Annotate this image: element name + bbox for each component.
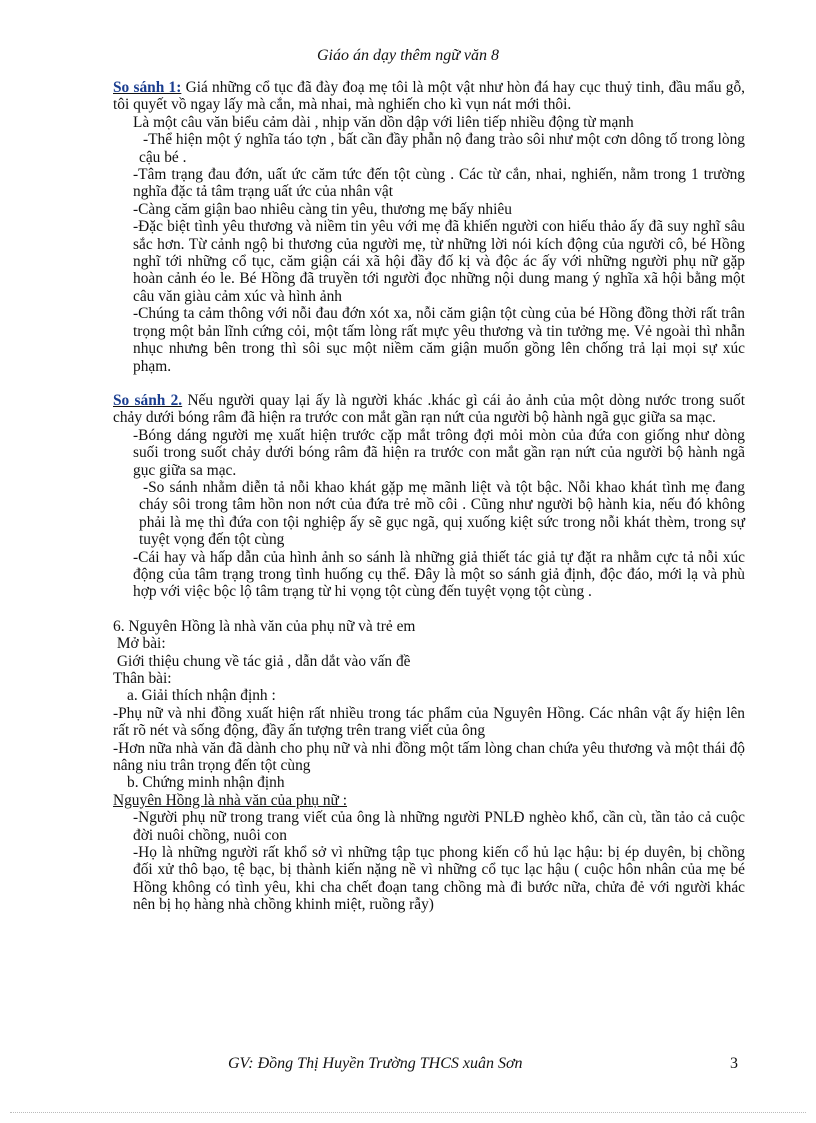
section2-intro: So sánh 2. Nếu người quay lại ấy là người khác .khác gì cái ảo ảnh của một dòng nước trong suốt chảy dưới bóng râm đã hiện ra trước con mắt gần rạn nứt của người bộ hành ngã gục giữa sa mạc. [113,391,745,427]
subheading-a: a. Giải thích nhận định : [127,687,276,705]
section6-title: 6. Nguyên Hồng là nhà văn của phụ nữ và trẻ em [113,617,416,635]
section1-bullet: -Thể hiện một ý nghĩa táo tợn , bất cần đầy phẫn nộ đang trào sôi như một cơn dông tố trong lòng cậu bé . [139,131,745,166]
section1-bullet: -Chúng ta cảm thông với nỗi đau đớn xót xa, nỗi căm giận tột cùng của bé Hồng đồng thời rất trân trọng một bản lĩnh cứng cỏi, một tấm lòng rất mực yêu thương và tin tưởng mẹ. Vẻ ngoài thì nhẫn nhục nhưng bên trong thì sôi sục một niềm căm giận muốn gồng lên chống trả lại mọi sự xúc phạm. [133,305,745,375]
section2-bullet: -Bóng dáng người mẹ xuất hiện trước cặp mắt trông đợi mỏi mòn của đứa con giống như dòng suối trong suốt chảy dưới bóng râm đã hiện ra trước con mắt gần rạn nứt của người bộ hành ngã gục giữa sa mạc. [133,426,745,479]
section1-intro: So sánh 1: Giá những cổ tục đã đày đoạ mẹ tôi là một vật như hòn đá hay cục thuỷ tinh, đầu mẩu gỗ, tôi quyết vồ ngay lấy mà cắn, mà nhai, mà nghiến cho kì vụn nát mới thôi. [113,79,745,114]
mo-bai-text: Giới thiệu chung về tác giả , dẫn dắt vào vấn đề [116,652,411,670]
section1-bullet: -Tâm trạng đau đớn, uất ức căm tức đến tột cùng . Các từ cắn, nhai, nghiến, nằm trong 1 trường nghĩa đặc tả tâm trạng uất ức của nhân vật [133,166,745,201]
section1-bullet: -Đặc biệt tình yêu thương và niềm tin yêu với mẹ đã khiến người con hiếu thảo ấy đã suy nghĩ sâu sắc hơn. Từ cảnh ngộ bi thương của người mẹ, từ những lời nói kích động của người cô, bé Hồng nghĩ tới những cổ tục, căm giận cái xã hội đầy đố kị và độc ác ấy với những người phụ nữ gặp hoàn cảnh éo le. Bé Hồng đã truyền tới người đọc những nội dung mang ý nghĩa xã hội bằng một câu văn giàu cảm xúc và hình ảnh [133,218,745,305]
subheading-b: b. Chứng minh nhận định [127,774,285,792]
section1-bullet: -Càng căm giận bao nhiêu càng tin yêu, thương mẹ bấy nhiêu [133,200,512,218]
section1-lead: Là một câu văn biểu cảm dài , nhịp văn dồn dập với liên tiếp nhiều động từ mạnh [133,113,634,131]
mo-bai-heading: Mở bài: [116,635,166,653]
a-item: -Hơn nữa nhà văn đã dành cho phụ nữ và nhi đồng một tấm lòng chan chứa yêu thương và một thái độ nâng niu trân trọng đến tột cùng [113,739,745,775]
section1-label: So sánh 1: [113,79,182,96]
b-subheading: Nguyên Hồng là nhà văn của phụ nữ : [113,791,348,809]
b-item: -Người phụ nữ trong trang viết của ông là những người PNLĐ nghèo khổ, cần cù, tần tảo cả cuộc đời nuôi chồng, nuôi con [133,809,745,844]
page-number: 3 [730,1055,738,1072]
page-header: Giáo án dạy thêm ngữ văn 8 [316,47,500,64]
than-bai-heading: Thân bài: [113,670,172,687]
document-body [113,79,745,914]
section2-bullet: -Cái hay và hấp dẫn của hình ảnh so sánh là những giả thiết tác giả tự đặt ra nhằm cực tả nỗi xúc động của tâm trạng trong tình huống cụ thể. Đây là một so sánh giả định, độc đáo, mới lạ và phù hợp với việc bộc lộ tâm trạng từ hi vọng tột cùng đến tuyệt vọng tột cùng . [133,548,745,601]
section2-bullet: -So sánh nhằm diễn tả nỗi khao khát gặp mẹ mãnh liệt và tột bậc. Nỗi khao khát tình mẹ đang cháy sôi trong tâm hồn non nớt của đứa trẻ mồ côi . Cũng như người bộ hành kia, nếu đó không phải là mẹ thì đứa con tội nghiệp ấy sẽ gục ngã, quị xuống kiệt sức trong nỗi khát thèm, trong sự tuyệt vọng đến tột cùng [139,478,745,549]
b-item: -Họ là những người rất khổ sở vì những tập tục phong kiến cổ hủ lạc hậu: bị ép duyên, bị chồng đối xử thô bạo, tệ bạc, bị thành kiến nặng nề vì những cổ tục lạc hậu ( cuộc hôn nhân của mẹ bé Hồng không có tình yêu, khi cha chết đoạn tang chồng mà đi bước nữa, chửa đẻ với người khác nên bị họ hàng nhà chồng khinh miệt, ruồng rẫy) [133,844,745,914]
section2-label: So sánh 2. [113,391,183,409]
footer-text: GV: Đồng Thị Huyền Trường THCS xuân Sơn [228,1055,523,1072]
a-item: -Phụ nữ và nhi đồng xuất hiện rất nhiều trong tác phẩm của Nguyên Hồng. Các nhân vật ấy hiện lên rất rõ nét và sống động, đầy ấn tượng trên trang viết của ông [113,704,745,740]
page-bottom-border [10,1112,806,1113]
